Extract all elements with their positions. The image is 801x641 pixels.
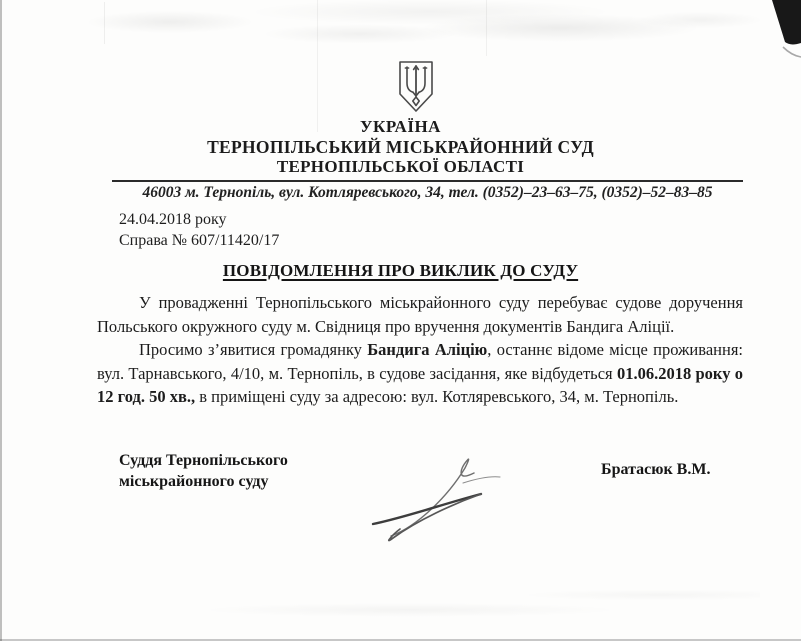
country-name: УКРАЇНА (360, 117, 441, 136)
summoned-person-name: Бандига Аліцію (367, 340, 488, 359)
scan-edge-left (0, 0, 2, 641)
scan-corner-artifact (741, 0, 801, 70)
hearing-datetime: 01.06.2018 року о 12 год. 50 хв., (97, 363, 743, 406)
letterhead (0, 117, 801, 177)
case-number: Справа № 607/11420/17 (119, 232, 280, 249)
scan-streak (104, 2, 105, 44)
document-date: 24.04.2018 року (119, 211, 227, 228)
judge-title-line2: міськрайонного суду (119, 473, 269, 490)
scan-noise-top (0, 0, 801, 58)
paragraph-proceedings: У провадженні Тернопільського міськрайонного суду перебуває судове доручення Польського окружного суду м. Свідниця про вручення документів Бандига Аліції. (97, 293, 743, 336)
trident-emblem-icon (396, 60, 436, 113)
document-body (97, 291, 743, 409)
judge-name: Братасюк В.М. (601, 461, 711, 478)
handwritten-signature (363, 438, 525, 553)
summons-tail: в приміщені суду за адресою: вул. Котляревського, 34, м. Тернопіль. (195, 387, 679, 406)
document-title: ПОВІДОМЛЕННЯ ПРО ВИКЛИК ДО СУДУ (222, 261, 579, 280)
summons-lead: Просимо з’явитися громадянку (139, 340, 368, 359)
document-meta (119, 209, 279, 251)
court-address-line: 46003 м. Тернопіль, вул. Котляревського, 34, тел. (0352)–23–63–75, (0352)–52–83–85 (112, 180, 743, 202)
judge-title (119, 450, 288, 492)
scan-noise-bottom (60, 580, 760, 630)
scan-streak (317, 0, 318, 132)
judge-title-line1: Суддя Тернопільського (119, 452, 288, 469)
paragraph-summons (97, 338, 743, 409)
summons-middle: , останнє відоме місце проживання: вул. Тарнавського, 4/10, м. Тернопіль, в судове засідання, яке відбудеться (97, 340, 743, 383)
court-name-line1: ТЕРНОПІЛЬСЬКИЙ МІСЬКРАЙОННИЙ СУД (207, 137, 594, 157)
scan-streak (486, 0, 487, 56)
court-name-line2: ТЕРНОПІЛЬСЬКОЇ ОБЛАСТІ (276, 157, 525, 176)
